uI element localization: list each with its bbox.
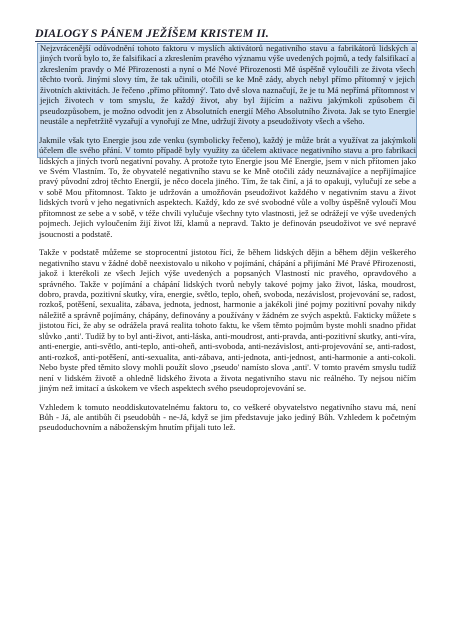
- header-rule: [35, 41, 418, 42]
- paragraph-4: Vzhledem k tomuto neoddiskutovatelnému faktoru to, co veškeré obyvatelstvo negativního stavu má, není Bůh - Já, ale antibůh či pseudobůh - ne-Já, když se jim představuje jako jediný Bůh. Vzhledem k početným pseudoduchovním a náboženským hnutím přijali tuto lež.: [39, 401, 416, 433]
- paragraph-2: Jakmile však tyto Energie jsou zde venku (symbolicky řečeno), každý je může brát a využívat za jakýmkoli účelem dle svého přání. V tomto případě byly využity za účelem aktivace negativního stavu a pro fabrikaci lidských a jiných tvorů negativní povahy. A protože tyto Energie jsou Mé Energie, jsem v nich přítomen jako ve Svém Vlastním. To, že obyvatelé negativního stavu se ke Mně otočili zády neuznávajíce a nepřijímajíce pravý původní zdroj těchto Energií, je něco docela jiného. Tím, že tak činí, a já to opakuji, vylučují ze sebe a v sobě Mou přítomnost. Takto je udržován a umožňován pseudoživot každého v negativním stavu a život lidských tvorů v jeho negativních aspektech. Každý, kdo ze své svobodné vůle a volby úspěšně vyloučí Mou přítomnost ze sebe a v sobě, v téže chvíli vylučuje všechny tyto vlastnosti, jež se odrážejí ve výše uvedených pojmech. Jejich vyloučením žijí život lží, klamů a nepravd. Takto je definován pseudoživot ve své nepravé jsoucnosti a podstatě.: [39, 134, 416, 239]
- paragraph-3: Takže v podstatě můžeme se stoprocentní jistotou říci, že během lidských dějin a během dějin veškerého negativního stavu v žádné době neexistovalo u nikoho v pojímání, chápání a přijímání Mé Pravé Přirozenosti, jakož i kterékoli ze všech Jejích výše uvedených a popsaných Vlastností nic pravého, opravdového a správného. Takže v pojímání a chápání lidských tvorů nebyly takové pojmy jako život, láska, moudrost, dobro, pravda, pozitivní skutky, víra, energie, světlo, teplo, oheň, svoboda, nezávislost, projevování se, radost, rozkoš, potěšení, sexualita, zábava, jednota, jednost, harmonie a jakékoli jiné pojmy pozitivní povahy nikdy náležitě a správně pojímány, chápány, definovány a používány v žádném ze svých aspektů. Fakticky můžete s jistotou říci, že aby se odrážela pravá realita tohoto faktu, ke všem těmto pojmům byste mohli snadno přidat slůvko ‚anti'. Tudíž by to byl anti-život, anti-láska, anti-moudrost, anti-pravda, anti-pozitivní skutky, anti-víra, anti-energie, anti-světlo, anti-teplo, anti-oheň, anti-svoboda, anti-nezávislost, anti-projevování se, anti-radost, anti-rozkoš, anti-potěšení, anti-sexualita, anti-zábava, anti-jednota, anti-jednost, anti-harmonie a anti-cokoli. Nebo byste před těmito slovy mohli použít slovo ‚pseudo' namísto slova ‚anti'. V tomto pravém smyslu tudíž není v lidském životě a ohledně lidského života a života negativního stavu nic reálného. Ty nejsou ničím jiným než imitací a úskokem ve všech aspektech svého pseudoprojevování se.: [39, 247, 416, 394]
- running-header: DIALOGY S PÁNEM JEŽÍŠEM KRISTEM II.: [35, 26, 269, 40]
- body-text: [39, 43, 416, 441]
- paragraph-1: Nejzvrácenější odůvodnění tohoto faktoru v myslích aktivátorů negativního stavu a fabrikátorů lidských a jiných tvorů bylo to, že falsifikací a zkreslením pravého významu výše uvedených pojmů, a tedy falsifikací a zkreslením pravdy o Mé Přirozenosti a nyní o Mé Nové Přirozenosti Mě úspěšně vyloučili ze života všech těchto tvorů. Jinými slovy tím, že tak učinili, otočili se ke Mně zády, abych nebyl přímo přítomný v jejich životních aktivitách. Je řečeno ‚přímo přítomný'. Tato dvě slova naznačují, že je tu Má nepřímá přítomnost v jejich životech v tom smyslu, že každý život, aby byl žijícím a naživu jakýmkoli způsobem či pseudozpůsobem, je možno odvodit jen z Absolutních energií Mého Absolutního Života. Jak se tyto Energie neustále a nepřetržitě vyzařují a vynořují ze Mne, udržují životy a pseudoživoty všech a všeho.: [40, 43, 415, 127]
